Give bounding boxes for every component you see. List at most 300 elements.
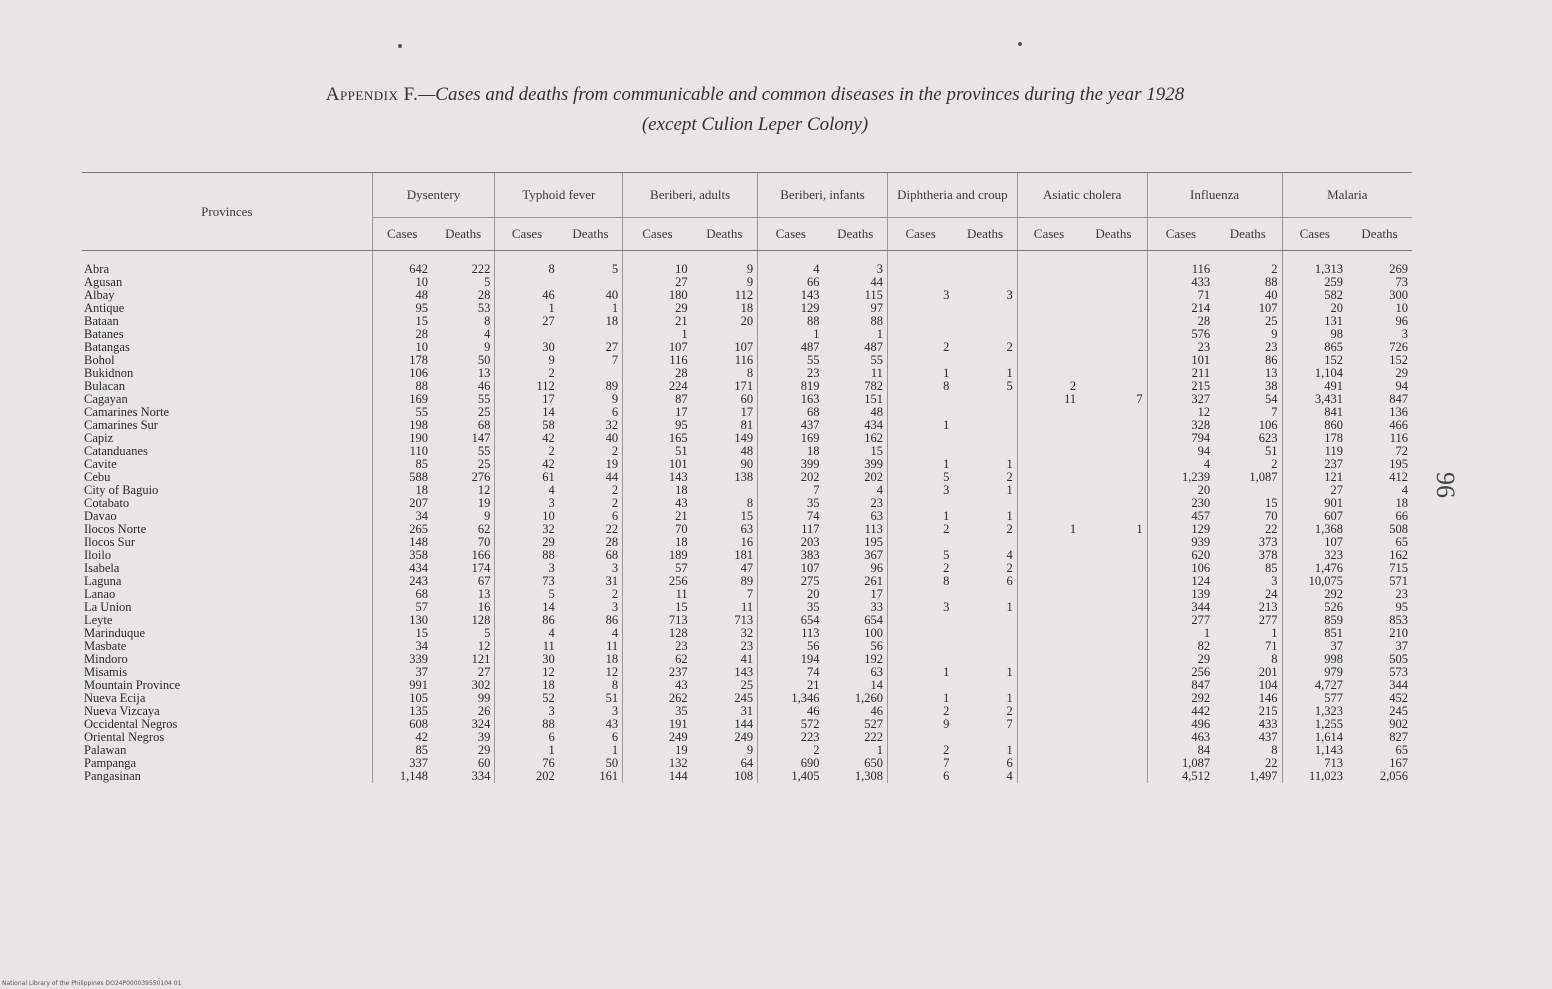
deaths-cell — [1080, 562, 1147, 575]
deaths-cell: 5 — [1006, 380, 1013, 393]
deaths-cell — [953, 251, 1017, 277]
cases-cell: 265 — [372, 523, 432, 536]
cases-cell — [1017, 419, 1080, 432]
deaths-cell — [953, 419, 1017, 432]
deaths-cell: 573 — [1389, 666, 1408, 679]
deaths-cell: 136 — [1389, 406, 1408, 419]
cases-cell: 2 — [887, 705, 953, 718]
cases-cell: 128 — [623, 627, 692, 640]
cases-cell: 74 — [758, 666, 824, 679]
deaths-cell: 144 — [734, 718, 754, 731]
deaths-cell: 2 — [611, 497, 619, 510]
cases-cell: 277 — [1147, 614, 1214, 627]
cases-cell — [887, 445, 953, 458]
deaths-cell: 44 — [605, 471, 619, 484]
table-row — [82, 302, 1412, 315]
deaths-cell: 3 — [1006, 289, 1013, 302]
province-name: Capiz — [84, 432, 114, 445]
deaths-cell: 12 — [605, 666, 619, 679]
deaths-cell: 713 — [734, 614, 754, 627]
cases-cell: 35 — [623, 705, 692, 718]
cases-cell — [1017, 251, 1080, 277]
cases-cell: 88 — [372, 380, 432, 393]
cases-cell: 8 — [887, 380, 953, 393]
cases-cell: 148 — [372, 536, 432, 549]
cases-cell: 194 — [758, 653, 824, 666]
cases-cell: 383 — [758, 549, 824, 562]
deaths-cell: 15 — [740, 510, 754, 523]
deaths-cell — [1080, 315, 1147, 328]
deaths-cell: 215 — [1258, 705, 1278, 718]
cases-cell: 262 — [623, 692, 692, 705]
deaths-cell: 1,087 — [1249, 471, 1278, 484]
deaths-cell — [1080, 367, 1147, 380]
cases-cell — [1017, 679, 1080, 692]
deaths-cell: 50 — [605, 757, 619, 770]
deaths-cell: 40 — [1265, 289, 1278, 302]
deaths-cell — [953, 640, 1017, 653]
cases-cell: 713 — [1282, 757, 1347, 770]
cases-cell: 169 — [372, 393, 432, 406]
cases-cell: 1,614 — [1282, 731, 1347, 744]
cases-cell: 10 — [372, 341, 432, 354]
cases-cell — [1017, 640, 1080, 653]
deaths-cell: 23 — [870, 497, 883, 510]
deaths-cell: 18 — [740, 302, 754, 315]
cases-cell: 3 — [887, 601, 953, 614]
deaths-cell: 466 — [1389, 419, 1408, 432]
cases-cell: 198 — [372, 419, 432, 432]
cases-cell — [1017, 432, 1080, 445]
deaths-cell — [1080, 575, 1147, 588]
cases-cell — [1017, 510, 1080, 523]
province-name: Iloilo — [84, 549, 112, 562]
province-name: Pampanga — [84, 757, 137, 770]
cases-cell: 28 — [623, 367, 692, 380]
table-row — [82, 770, 1412, 783]
cases-cell — [495, 328, 559, 341]
table-row — [82, 393, 1412, 406]
deaths-cell: 1 — [611, 744, 619, 757]
cases-cell: 165 — [623, 432, 692, 445]
cases-cell: 27 — [623, 276, 692, 289]
cases-cell: 88 — [495, 549, 559, 562]
province-name: Bohol — [84, 354, 115, 367]
deaths-cell: 94 — [1395, 380, 1408, 393]
cases-cell: 939 — [1147, 536, 1214, 549]
cases-header: Cases — [758, 218, 824, 251]
cases-cell: 1,104 — [1282, 367, 1347, 380]
deaths-cell: 29 — [477, 744, 491, 757]
cases-cell: 129 — [758, 302, 824, 315]
cases-cell: 1,087 — [1147, 757, 1214, 770]
deaths-cell: 20 — [740, 315, 754, 328]
table-row — [82, 666, 1412, 679]
deaths-cell: 1 — [1006, 666, 1013, 679]
deaths-cell: 17 — [740, 406, 754, 419]
cases-cell: 491 — [1282, 380, 1347, 393]
province-name: Mindoro — [84, 653, 128, 666]
deaths-cell: 527 — [864, 718, 883, 731]
deaths-cell — [692, 328, 758, 341]
province-name: Nueva Vizcaya — [84, 705, 160, 718]
deaths-cell: 100 — [864, 627, 883, 640]
cases-cell: 106 — [1147, 562, 1214, 575]
deaths-cell: 1,308 — [854, 770, 883, 783]
cases-cell: 88 — [758, 315, 824, 328]
deaths-cell: 31 — [740, 705, 754, 718]
deaths-cell — [953, 406, 1017, 419]
province-name: Leyte — [84, 614, 113, 627]
deaths-cell: 1 — [1006, 601, 1013, 614]
table-row — [82, 341, 1412, 354]
deaths-cell — [1080, 653, 1147, 666]
group-header: Asiatic cholera — [1017, 173, 1147, 218]
cases-cell — [1017, 276, 1080, 289]
cases-cell: 116 — [1147, 251, 1214, 277]
deaths-cell: 3 — [876, 262, 883, 276]
deaths-cell: 16 — [740, 536, 754, 549]
cases-cell — [1017, 497, 1080, 510]
cases-cell: 1,143 — [1282, 744, 1347, 757]
deaths-cell: 5 — [611, 262, 619, 276]
deaths-cell: 143 — [734, 666, 754, 679]
cases-cell — [1017, 744, 1080, 757]
deaths-header: Deaths — [1214, 218, 1282, 251]
cases-header: Cases — [1282, 218, 1347, 251]
cases-cell: 7 — [758, 484, 824, 497]
deaths-cell: 433 — [1258, 718, 1278, 731]
province-name: Oriental Negros — [84, 731, 165, 744]
cases-cell — [1017, 601, 1080, 614]
deaths-cell: 89 — [605, 380, 619, 393]
cases-cell: 1,368 — [1282, 523, 1347, 536]
cases-cell: 4 — [1147, 458, 1214, 471]
province-name: Albay — [84, 289, 115, 302]
deaths-cell: 152 — [1389, 354, 1408, 367]
deaths-cell: 1 — [1136, 523, 1143, 536]
deaths-cell: 106 — [1258, 419, 1278, 432]
deaths-cell: 373 — [1258, 536, 1278, 549]
deaths-cell: 162 — [864, 432, 883, 445]
cases-cell: 15 — [623, 601, 692, 614]
cases-cell: 10 — [623, 251, 692, 277]
deaths-cell: 10 — [1395, 302, 1408, 315]
deaths-cell: 25 — [1265, 315, 1278, 328]
cases-cell: 1,313 — [1282, 251, 1347, 277]
deaths-cell: 4 — [1401, 484, 1408, 497]
deaths-cell: 23 — [1395, 588, 1408, 601]
deaths-cell — [1080, 419, 1147, 432]
cases-cell — [1017, 666, 1080, 679]
deaths-cell: 3 — [611, 562, 619, 575]
deaths-cell: 116 — [734, 354, 754, 367]
cases-cell — [1017, 302, 1080, 315]
deaths-cell: 47 — [740, 562, 754, 575]
province-name: Camarines Norte — [84, 406, 170, 419]
cases-cell — [887, 731, 953, 744]
deaths-cell: 162 — [1389, 549, 1408, 562]
cases-cell — [1017, 718, 1080, 731]
cases-cell: 224 — [623, 380, 692, 393]
cases-cell: 794 — [1147, 432, 1214, 445]
deaths-cell: 67 — [477, 575, 491, 588]
cases-cell: 7 — [887, 757, 953, 770]
deaths-cell: 487 — [864, 341, 883, 354]
cases-cell: 2 — [887, 523, 953, 536]
deaths-cell — [1080, 601, 1147, 614]
cases-cell: 8 — [495, 251, 559, 277]
deaths-cell: 8 — [746, 367, 754, 380]
cases-cell: 203 — [758, 536, 824, 549]
deaths-cell: 452 — [1389, 692, 1408, 705]
cases-cell — [887, 251, 953, 277]
deaths-cell — [953, 653, 1017, 666]
deaths-cell: 128 — [471, 614, 491, 627]
deaths-cell — [953, 393, 1017, 406]
cases-cell: 105 — [372, 692, 432, 705]
cases-cell: 178 — [1282, 432, 1347, 445]
deaths-cell: 149 — [734, 432, 754, 445]
deaths-cell: 15 — [870, 445, 883, 458]
cases-cell: 3 — [887, 484, 953, 497]
cases-cell: 12 — [1147, 406, 1214, 419]
cases-cell — [1017, 705, 1080, 718]
cases-cell: 2 — [495, 445, 559, 458]
title-line-1 — [160, 80, 1350, 110]
deaths-cell: 60 — [740, 393, 754, 406]
cases-cell: 243 — [372, 575, 432, 588]
deaths-cell: 22 — [605, 523, 619, 536]
deaths-cell: 2 — [1006, 471, 1013, 484]
deaths-cell — [1080, 251, 1147, 277]
cases-cell: 15 — [372, 627, 432, 640]
deaths-cell: 15 — [1265, 497, 1278, 510]
cases-cell: 86 — [495, 614, 559, 627]
cases-cell: 107 — [623, 341, 692, 354]
deaths-cell — [953, 614, 1017, 627]
deaths-cell: 25 — [740, 679, 754, 692]
group-header: Beriberi, infants — [758, 173, 888, 218]
cases-cell: 1 — [495, 302, 559, 315]
cases-cell — [887, 679, 953, 692]
deaths-cell: 90 — [740, 458, 754, 471]
cases-cell: 73 — [495, 575, 559, 588]
deaths-cell: 96 — [870, 562, 883, 575]
province-name: Palawan — [84, 744, 127, 757]
province-name: La Union — [84, 601, 132, 614]
table-row — [82, 484, 1412, 497]
cases-cell: 608 — [372, 718, 432, 731]
deaths-cell: 8 — [1271, 744, 1278, 757]
deaths-cell: 7 — [746, 588, 754, 601]
cases-cell — [887, 653, 953, 666]
cases-cell: 29 — [495, 536, 559, 549]
cases-cell: 1 — [623, 328, 692, 341]
deaths-cell: 107 — [734, 341, 754, 354]
cases-cell: 30 — [495, 653, 559, 666]
cases-cell: 58 — [495, 419, 559, 432]
cases-cell: 713 — [623, 614, 692, 627]
deaths-cell: 151 — [864, 393, 883, 406]
deaths-cell — [1080, 757, 1147, 770]
cases-cell: 42 — [495, 458, 559, 471]
group-header: Malaria — [1282, 173, 1412, 218]
cases-cell: 139 — [1147, 588, 1214, 601]
cases-cell: 57 — [623, 562, 692, 575]
cases-cell: 106 — [372, 367, 432, 380]
deaths-cell: 2 — [1006, 341, 1013, 354]
cases-cell: 84 — [1147, 744, 1214, 757]
table-row — [82, 549, 1412, 562]
cases-cell: 20 — [1147, 484, 1214, 497]
cases-cell: 3,431 — [1282, 393, 1347, 406]
table-row — [82, 614, 1412, 627]
deaths-cell: 249 — [734, 731, 754, 744]
cases-cell: 202 — [758, 471, 824, 484]
table-row — [82, 497, 1412, 510]
deaths-cell: 85 — [1265, 562, 1278, 575]
deaths-cell: 32 — [740, 627, 754, 640]
cases-header: Cases — [1017, 218, 1080, 251]
cases-cell: 2 — [887, 744, 953, 757]
cases-cell: 339 — [372, 653, 432, 666]
deaths-cell: 181 — [734, 549, 754, 562]
cases-cell: 457 — [1147, 510, 1214, 523]
deaths-cell: 28 — [605, 536, 619, 549]
deaths-cell: 195 — [1389, 458, 1408, 471]
deaths-cell — [1080, 432, 1147, 445]
cases-cell: 62 — [623, 653, 692, 666]
cases-cell — [887, 627, 953, 640]
deaths-cell: 2 — [1006, 523, 1013, 536]
cases-cell: 2 — [887, 562, 953, 575]
cases-cell: 43 — [623, 497, 692, 510]
deaths-cell — [1080, 484, 1147, 497]
deaths-cell: 9 — [746, 262, 754, 276]
cases-cell: 107 — [1282, 536, 1347, 549]
table-row — [82, 328, 1412, 341]
cases-cell: 1 — [887, 419, 953, 432]
deaths-cell: 23 — [1265, 341, 1278, 354]
table-row — [82, 510, 1412, 523]
cases-cell: 21 — [623, 315, 692, 328]
province-name: Laguna — [84, 575, 122, 588]
deaths-header: Deaths — [824, 218, 888, 251]
cases-cell: 230 — [1147, 497, 1214, 510]
cases-cell: 15 — [372, 315, 432, 328]
deaths-cell: 302 — [471, 679, 491, 692]
cases-cell: 43 — [623, 679, 692, 692]
deaths-cell: 65 — [1395, 536, 1408, 549]
cases-cell: 29 — [1147, 653, 1214, 666]
deaths-cell: 2 — [1271, 458, 1278, 471]
cases-cell: 11 — [495, 640, 559, 653]
cases-cell: 223 — [758, 731, 824, 744]
deaths-cell — [1080, 328, 1147, 341]
deaths-cell: 2 — [611, 588, 619, 601]
table-row — [82, 562, 1412, 575]
cases-cell: 1 — [1147, 627, 1214, 640]
province-name: Batanes — [84, 328, 124, 341]
cases-cell — [887, 432, 953, 445]
deaths-cell: 245 — [734, 692, 754, 705]
deaths-cell: 104 — [1258, 679, 1278, 692]
deaths-cell: 55 — [477, 393, 491, 406]
cases-cell — [887, 406, 953, 419]
deaths-cell: 26 — [477, 705, 491, 718]
cases-cell: 46 — [495, 289, 559, 302]
deaths-cell: 245 — [1389, 705, 1408, 718]
table-row — [82, 354, 1412, 367]
cases-cell: 607 — [1282, 510, 1347, 523]
cases-cell: 190 — [372, 432, 432, 445]
cases-cell: 163 — [758, 393, 824, 406]
deaths-cell: 55 — [477, 445, 491, 458]
cases-cell — [1017, 653, 1080, 666]
cases-cell — [1017, 627, 1080, 640]
cases-cell: 70 — [623, 523, 692, 536]
cases-cell — [887, 354, 953, 367]
cases-cell — [1017, 731, 1080, 744]
cases-cell: 4 — [495, 484, 559, 497]
deaths-cell — [1080, 536, 1147, 549]
deaths-cell: 146 — [1258, 692, 1278, 705]
province-name: Camarines Sur — [84, 419, 158, 432]
deaths-cell: 33 — [870, 601, 883, 614]
cases-cell: 37 — [1282, 640, 1347, 653]
deaths-cell — [953, 328, 1017, 341]
cases-cell: 21 — [758, 679, 824, 692]
cases-cell: 991 — [372, 679, 432, 692]
deaths-cell: 56 — [870, 640, 883, 653]
cases-cell: 337 — [372, 757, 432, 770]
cases-cell — [887, 497, 953, 510]
deaths-cell: 73 — [1395, 276, 1408, 289]
deaths-cell: 3 — [1401, 328, 1408, 341]
deaths-cell: 4 — [876, 484, 883, 497]
deaths-cell: 19 — [605, 458, 619, 471]
cases-cell: 3 — [887, 289, 953, 302]
deaths-cell: 715 — [1389, 562, 1408, 575]
cases-cell — [1017, 757, 1080, 770]
deaths-cell: 13 — [1265, 367, 1278, 380]
deaths-cell — [1080, 445, 1147, 458]
deaths-cell: 847 — [1389, 393, 1408, 406]
cases-cell: 11,023 — [1282, 770, 1347, 783]
cases-cell: 690 — [758, 757, 824, 770]
cases-cell: 2 — [887, 341, 953, 354]
cases-header: Cases — [887, 218, 953, 251]
deaths-cell: 654 — [864, 614, 883, 627]
deaths-cell: 48 — [740, 445, 754, 458]
deaths-cell — [1080, 497, 1147, 510]
deaths-cell: 853 — [1389, 614, 1408, 627]
cases-cell: 101 — [623, 458, 692, 471]
deaths-cell: 1 — [1006, 692, 1013, 705]
deaths-cell: 399 — [864, 458, 883, 471]
table-row — [82, 536, 1412, 549]
cases-cell — [1017, 406, 1080, 419]
cases-cell: 131 — [1282, 315, 1347, 328]
province-name: Catanduanes — [84, 445, 148, 458]
deaths-cell: 81 — [740, 419, 754, 432]
cases-cell: 4,727 — [1282, 679, 1347, 692]
deaths-cell: 40 — [605, 289, 619, 302]
cases-cell: 68 — [372, 588, 432, 601]
province-name: Ilocos Sur — [84, 536, 136, 549]
cases-cell: 169 — [758, 432, 824, 445]
